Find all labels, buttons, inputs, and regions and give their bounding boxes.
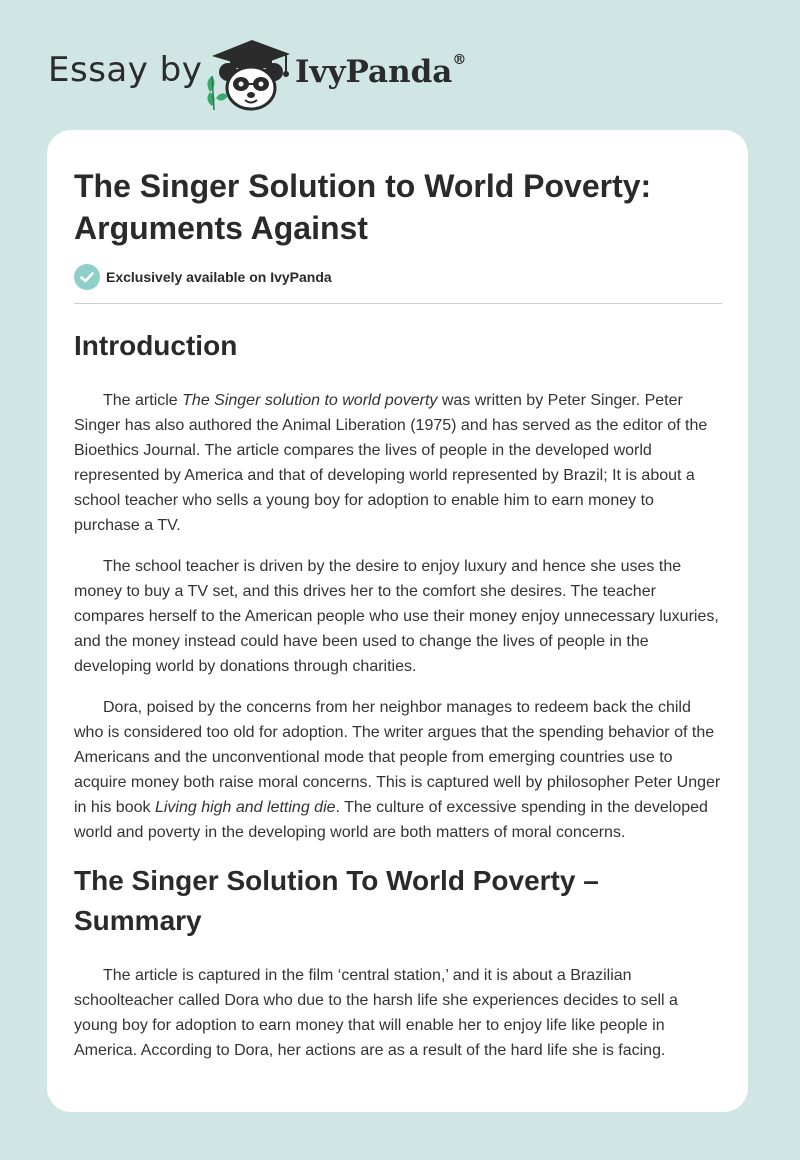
brand-text: IvyPanda	[295, 54, 453, 90]
exclusive-badge	[74, 263, 332, 291]
essay-title-line2: Arguments Against	[74, 210, 368, 246]
panda-graduate-logo-icon[interactable]	[202, 36, 292, 112]
exclusive-text: Exclusively available on IvyPanda	[106, 269, 332, 285]
paragraph-1-italic: The Singer solution to world poverty	[182, 392, 438, 409]
essay-by-label: Essay by	[48, 50, 203, 90]
paragraph-1	[74, 388, 722, 538]
paragraph-2: The school teacher is driven by the desire to enjoy luxury and hence she uses the money to buy a TV set, and this drives her to the comfort she desires. The teacher compares herself to the American people who use their money enjoy unnecessary luxuries, and the money instead could have been used to change the lives of people in the developing world by donations through charities.	[74, 558, 719, 675]
registered-mark: ®	[452, 52, 467, 68]
paragraph-3	[74, 695, 722, 845]
divider	[74, 303, 722, 304]
paragraph-3-italic: Living high and letting die	[154, 799, 336, 816]
essay-title	[74, 165, 722, 249]
essay-title-line1: The Singer Solution to World Poverty:	[74, 168, 652, 204]
essay-body	[74, 326, 722, 1063]
paragraph-4: The article is captured in the film ‘central station,’ and it is about a Brazilian schoolteacher called Dora who due to the harsh life she experiences decides to sell a young boy for adoption to earn money that will enable her to enjoy life like people in America. According to Dora, her actions are as a result of the hard life she is facing.	[74, 967, 678, 1059]
check-icon	[74, 264, 100, 290]
paragraph-3-text-a: Dora, poised by the concerns from her neighbor manages to redeem back the child who is considered too old for adoption. The writer argues that the spending behavior of the Americans and the unconventional mode that people from emerging countries use to acquire money both raise moral concerns. This is captured well by philosopher Peter Unger in his book	[74, 699, 721, 816]
paragraph-3-text-b: . The culture of excessive spending in the developed world and poverty in the developing world are both matters of moral concerns.	[74, 799, 708, 841]
paragraph-1-text-a: The article	[103, 392, 183, 409]
site-header	[48, 32, 748, 112]
brand-name[interactable]	[295, 54, 466, 90]
summary-heading: The Singer Solution To World Poverty – Summary	[74, 865, 599, 936]
essay-card	[47, 130, 748, 1112]
paragraph-1-text-b: was written by Peter Singer. Peter Singer has also authored the Animal Liberation (1975) and has served as the editor of the Bioethics Journal. The article compares the lives of people in the developed world represented by America and that of developing world represented by Brazil; It is about a school teacher who sells a young boy for adoption to enable him to earn money to purchase a TV.	[74, 392, 708, 534]
introduction-heading: Introduction	[74, 330, 238, 361]
